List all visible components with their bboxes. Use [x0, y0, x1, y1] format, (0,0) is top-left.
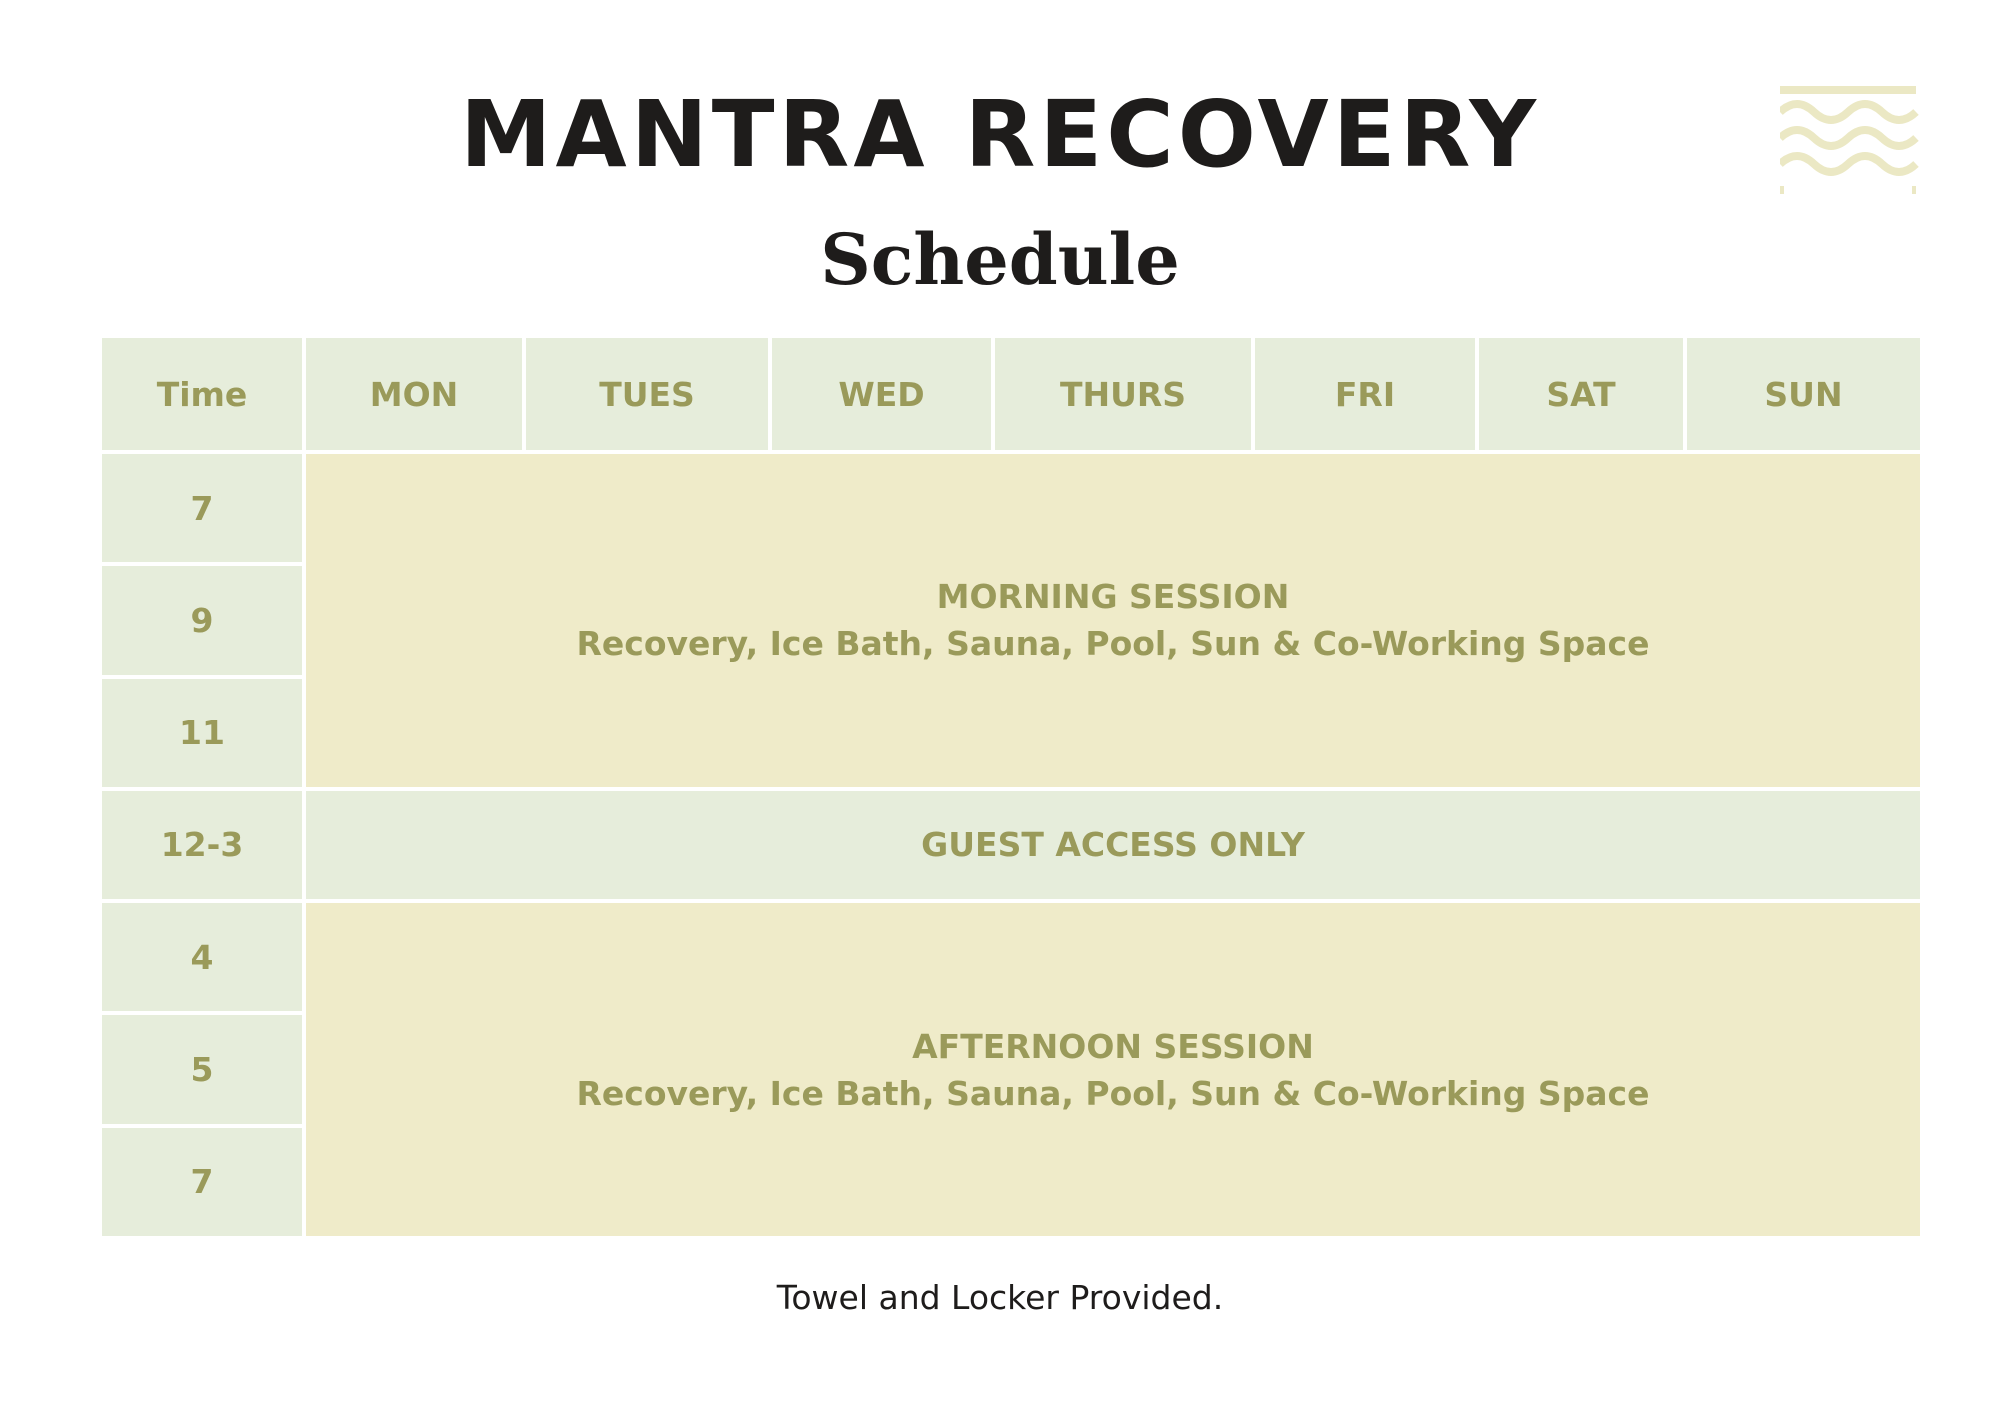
day-header-sun: SUN: [1685, 336, 1922, 452]
day-header-wed: WED: [770, 336, 993, 452]
header-row: [100, 336, 1922, 452]
time-cell: 11: [100, 677, 304, 789]
morning-session-cell: [304, 452, 1922, 789]
page-subtitle: Schedule: [820, 218, 1180, 301]
afternoon-session-title: AFTERNOON SESSION: [912, 1026, 1314, 1066]
day-header-sat: SAT: [1477, 336, 1685, 452]
table-row: [100, 452, 1922, 564]
footer-note: Towel and Locker Provided.: [776, 1278, 1224, 1317]
time-cell: 4: [100, 901, 304, 1013]
time-column-header: Time: [100, 336, 304, 452]
table-row: [100, 901, 1922, 1013]
page-title: MANTRA RECOVERY: [460, 81, 1540, 188]
time-cell: 7: [100, 1126, 304, 1238]
schedule-table: [98, 334, 1924, 1240]
day-header-tues: TUES: [524, 336, 770, 452]
day-header-mon: MON: [304, 336, 524, 452]
table-row: [100, 789, 1922, 901]
day-header-thurs: THURS: [993, 336, 1253, 452]
time-cell: 7: [100, 452, 304, 564]
morning-session-title: MORNING SESSION: [936, 577, 1290, 617]
morning-session-description: Recovery, Ice Bath, Sauna, Pool, Sun & Co-Working Space: [576, 624, 1650, 664]
wave-lines-icon: [1780, 86, 1920, 196]
time-cell: 9: [100, 564, 304, 676]
time-cell: 5: [100, 1013, 304, 1125]
day-header-fri: FRI: [1253, 336, 1477, 452]
time-cell: 12-3: [100, 789, 304, 901]
afternoon-session-description: Recovery, Ice Bath, Sauna, Pool, Sun & Co-Working Space: [576, 1073, 1650, 1113]
guest-access-cell: GUEST ACCESS ONLY: [304, 789, 1922, 901]
afternoon-session-cell: [304, 901, 1922, 1238]
